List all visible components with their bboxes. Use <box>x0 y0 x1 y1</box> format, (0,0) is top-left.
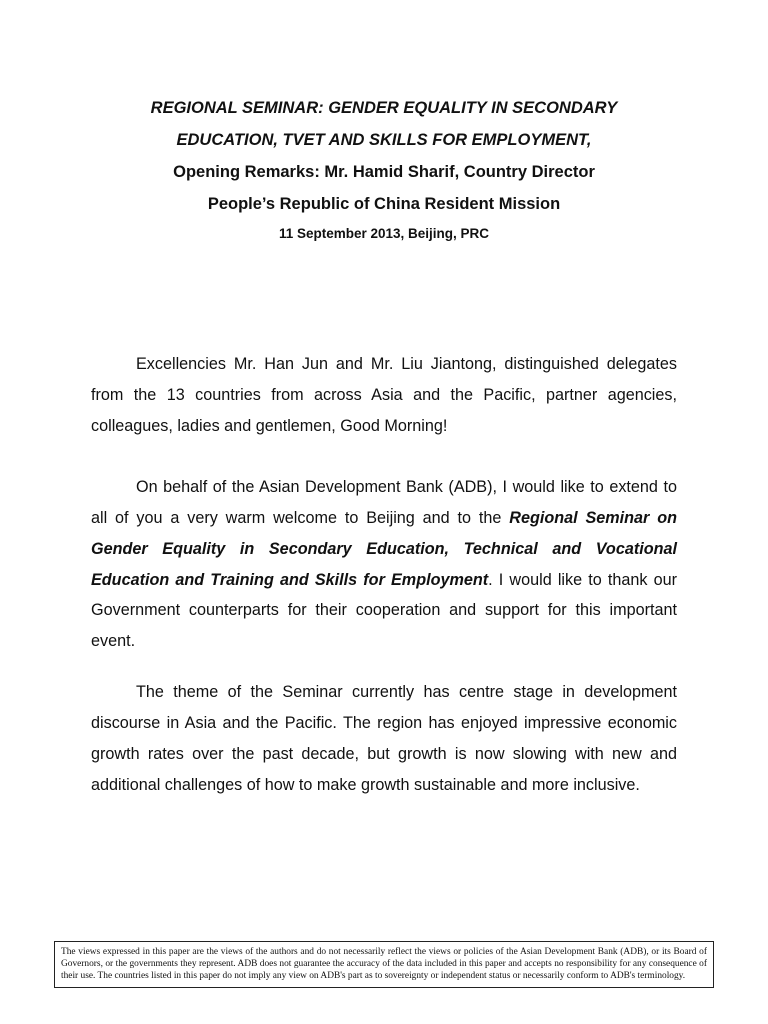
opening-remarks-line: Opening Remarks: Mr. Hamid Sharif, Country Director <box>173 163 595 181</box>
seminar-title-emphasis: Regional Seminar on Gender Equality in Secondary Education, Technical and Vocational Education and Training and Skills for Employment <box>91 508 677 589</box>
paragraph-greeting: Excellencies Mr. Han Jun and Mr. Liu Jiantong, distinguished delegates from the 13 countries from across Asia and the Pacific, partner agencies, colleagues, ladies and gentlemen, Good Morning! <box>91 355 677 435</box>
welcome-text-start: On behalf of the Asian Development Bank (ADB), I would like to extend to all of you a very warm welcome to Beijing and to the <box>91 478 677 527</box>
title-line-2: EDUCATION, TVET AND SKILLS FOR EMPLOYMENT, <box>176 131 592 149</box>
resident-mission-line: People’s Republic of China Resident Mission <box>207 195 561 213</box>
date-line: 11 September 2013, Beijing, PRC <box>278 226 490 241</box>
paragraph-welcome <box>91 472 677 657</box>
paragraph-theme: The theme of the Seminar currently has centre stage in development discourse in Asia and the Pacific. The region has enjoyed impressive economic growth rates over the past decade, but growth is now slowing with new and additional challenges of how to make growth sustainable and more inclusive. <box>91 683 677 794</box>
document-header <box>60 92 708 248</box>
title-line-1: REGIONAL SEMINAR: GENDER EQUALITY IN SECONDARY <box>150 99 618 117</box>
disclaimer-box: The views expressed in this paper are the views of the authors and do not necessarily reflect the views or policies of the Asian Development Bank (ADB), or its Board of Governors, or the governments they represent. ADB does not guarantee the accuracy of the data included in this paper and accepts no responsibility for any consequence of their use. The countries listed in this paper do not imply any view on ADB's part as to sovereignty or independent status or necessarily conform to ADB's terminology. <box>54 941 714 988</box>
welcome-text-end: . I would like to thank our Government counterparts for their cooperation and support for this important event. <box>91 570 678 651</box>
